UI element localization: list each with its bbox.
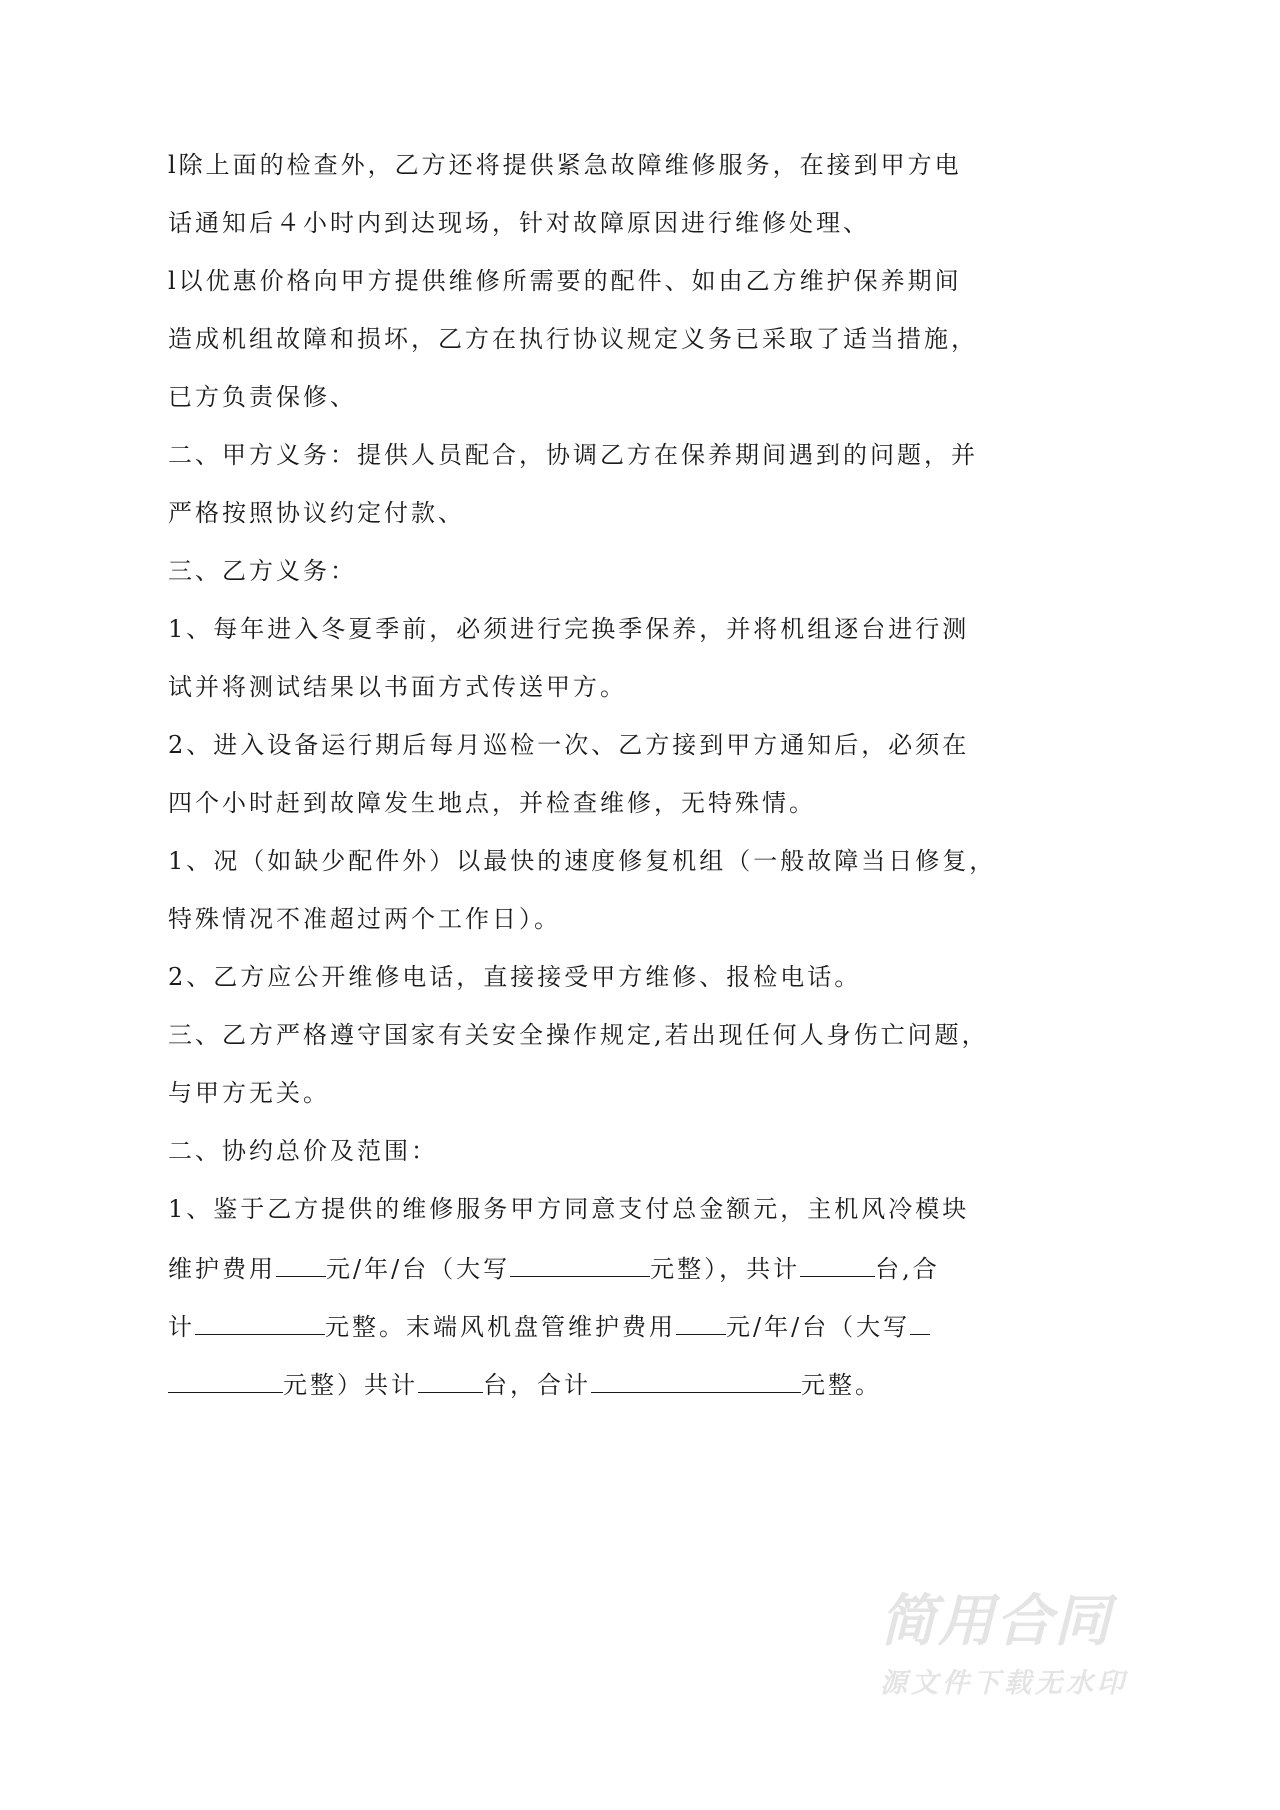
text-line: 1、每年进入冬夏季前，必须进行完换季保养，并将机组逐台进行测 — [168, 615, 970, 643]
section-heading-party-b-obligations: 三、乙方义务： — [168, 557, 357, 585]
text-line: 已方负责保修、 — [168, 383, 357, 411]
text-line: 1、况（如缺少配件外）以最快的速度修复机组（一般故障当日修复， — [168, 847, 997, 875]
section-heading-party-a-obligations: 二、甲方义务：提供人员配合，协调乙方在保养期间遇到的问题，并 — [168, 441, 978, 469]
text-line: l除上面的检查外，乙方还将提供紧急故障维修服务，在接到甲方电 — [168, 151, 962, 179]
blank-total-amount[interactable] — [195, 1308, 325, 1335]
fill-label: 元整），共计 — [650, 1255, 801, 1283]
fill-label: 元整。 — [801, 1371, 882, 1399]
watermark — [880, 1590, 1160, 1704]
text-line: 试并将测试结果以书面方式传送甲方。 — [168, 673, 627, 701]
fill-line-fan-coil-total — [168, 1366, 943, 1424]
text-line: 四个小时赶到故障发生地点，并检查维修，无特殊情。 — [168, 789, 816, 817]
fill-label: 元整。末端风机盘管维护费用 — [325, 1313, 676, 1341]
fill-label: 元整）共计 — [283, 1371, 418, 1399]
text-line: 特殊情况不准超过两个工作日）。 — [168, 905, 561, 933]
fill-line-fan-coil-fee — [168, 1308, 943, 1366]
text-line: 1、鉴于乙方提供的维修服务甲方同意支付总金额元，主机风冷模块 — [168, 1195, 970, 1223]
blank-unit-count[interactable] — [800, 1250, 875, 1277]
blank-fan-coil-amount-in-words[interactable] — [168, 1366, 283, 1393]
blank-fan-coil-total[interactable] — [591, 1366, 801, 1393]
text-line: 2、进入设备运行期后每月巡检一次、乙方接到甲方通知后，必须在 — [168, 731, 970, 759]
fill-label: 元/年/台（大写 — [726, 1313, 911, 1341]
blank-amount-in-words[interactable] — [510, 1250, 650, 1277]
fill-label: 计 — [168, 1313, 195, 1341]
text-line: l以优惠价格向甲方提供维修所需要的配件、如由乙方维护保养期间 — [168, 267, 962, 295]
text-line: 2、乙方应公开维修电话，直接接受甲方维修、报检电话。 — [168, 963, 862, 991]
text-line: 与甲方无关。 — [168, 1079, 330, 1107]
blank-fan-coil-unit-fee[interactable] — [676, 1308, 726, 1335]
blank-fan-coil-unit-count[interactable] — [418, 1366, 483, 1393]
fill-label: 维护费用 — [168, 1255, 276, 1283]
section-heading-total-price: 二、协约总价及范围： — [168, 1137, 438, 1165]
blank-unit-fee[interactable] — [276, 1250, 326, 1277]
text-line: 三、乙方严格遵守国家有关安全操作规定,若出现任何人身伤亡问题， — [168, 1021, 989, 1049]
fill-label: 元/年/台（大写 — [326, 1255, 511, 1283]
watermark-tagline: 源文件下载无水印 — [880, 1668, 1128, 1699]
fill-line-main-unit-fee — [168, 1250, 943, 1308]
blank-fan-coil-amount-in-words-start[interactable] — [910, 1308, 930, 1335]
fill-label: 台，合计 — [483, 1371, 591, 1399]
text-line: 话通知后４小时内到达现场，针对故障原因进行维修处理、 — [168, 209, 870, 237]
document-body — [168, 148, 997, 1424]
text-line: 造成机组故障和损坏，乙方在执行协议规定义务已采取了适当措施， — [168, 325, 978, 353]
watermark-brand: 简用合同 — [880, 1589, 1112, 1654]
text-line: 严格按照协议约定付款、 — [168, 499, 465, 527]
fill-label: 台,合 — [875, 1255, 940, 1283]
